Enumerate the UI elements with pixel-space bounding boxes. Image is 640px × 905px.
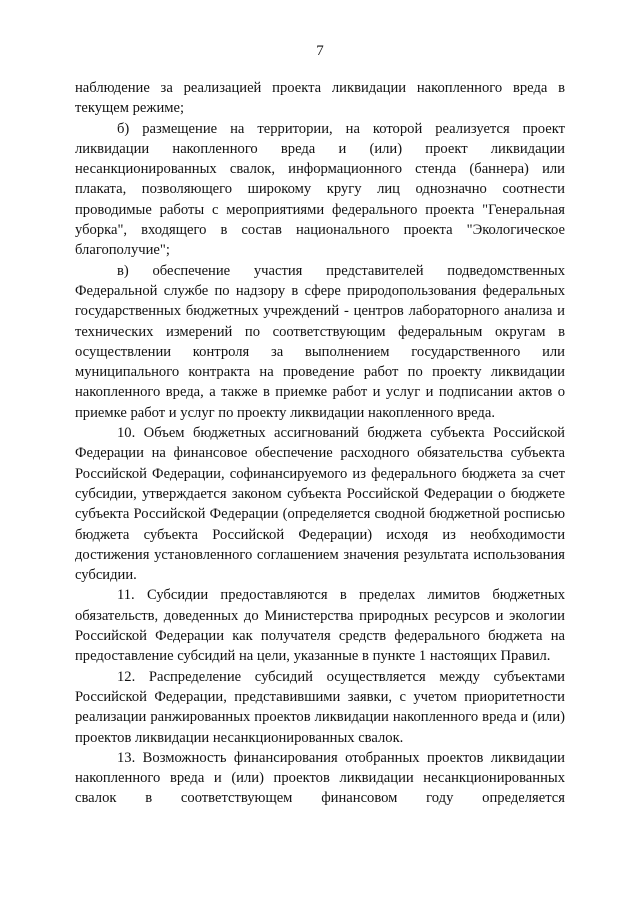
paragraph-clause-11: 11. Субсидии предоставляются в пределах лимитов бюджетных обязательств, доведенных до Министерства природных ресурсов и экологии Российской Федерации как получателя средств федерального бюджета на предоставление субсидий на цели, указанные в пункте 1 настоящих Правил.: [75, 587, 565, 665]
document-body: [75, 78, 565, 809]
paragraph-clause-12: 12. Распределение субсидий осуществляется между субъектами Российской Федерации, представившими заявки, с учетом приоритетности реализации ранжированных проектов ликвидации накопленного вреда и (или) проектов ликвидации несанкционированных свалок.: [75, 668, 565, 746]
paragraph-clause-10: 10. Объем бюджетных ассигнований бюджета субъекта Российской Федерации на финансовое обеспечение расходного обязательства субъекта Российской Федерации, софинансируемого из федерального бюджета за счет субсидии, утверждается законом субъекта Российской Федерации о бюджете субъекта Российской Федерации (определяется сводной бюджетной росписью бюджета субъекта Российской Федерации) исходя из необходимости достижения установленного соглашением значения результата использования субсидии.: [75, 425, 565, 584]
paragraph-clause-13: 13. Возможность финансирования отобранных проектов ликвидации накопленного вреда и (или) проектов ликвидации несанкционированных свалок в соответствующем финансовом году определяется: [75, 749, 565, 807]
page-number: 7: [316, 43, 324, 59]
paragraph-item-v: в) обеспечение участия представителей подведомственных Федеральной службе по надзору в сфере природопользования федеральных государственных бюджетных учреждений - центров лабораторного анализа и технических измерений по соответствующим федеральным округам в осуществлении контроля за выполнением государственного или муниципального контракта на проведение работ по проекту ликвидации накопленного вреда, а также в приемке работ и услуг и подписании актов о приемке работ и услуг по проекту ликвидации накопленного вреда.: [75, 262, 565, 421]
paragraph-item-b: б) размещение на территории, на которой реализуется проект ликвидации накопленного вреда и (или) проект ликвидации несанкционированных свалок, информационного стенда (баннера) или плаката, позволяющего широкому кругу лиц однозначно соотнести проводимые работы с мероприятиями федерального проекта "Генеральная уборка", входящего в состав национального проекта "Экологическое благополучие";: [75, 120, 565, 259]
paragraph-continuation: наблюдение за реализацией проекта ликвидации накопленного вреда в текущем режиме;: [75, 80, 565, 117]
